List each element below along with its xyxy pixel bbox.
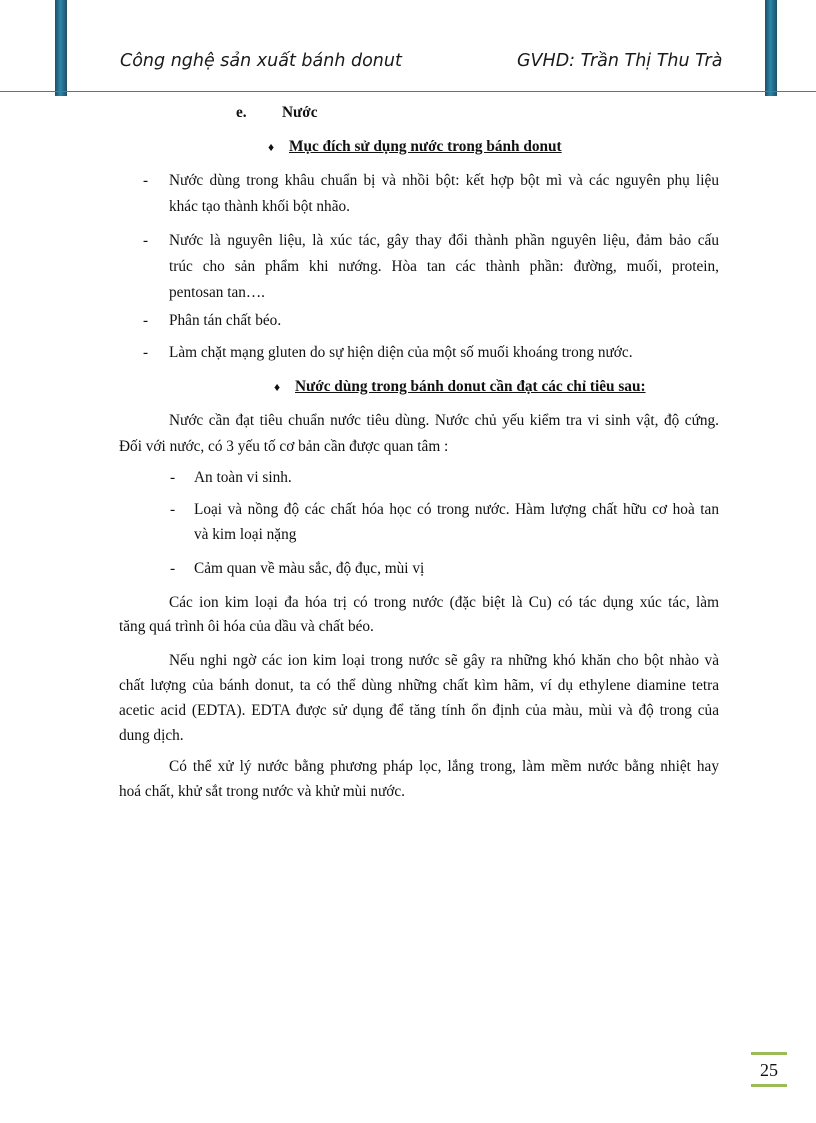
paragraph-line: dung dịch.: [119, 727, 184, 744]
paragraph-line: Có thể xử lý nước bằng phương pháp lọc, lắng trong, làm mềm nước bằng nhiệt hay: [169, 758, 719, 775]
dash-marker: -: [143, 172, 149, 189]
paragraph-line: hoá chất, khử sắt trong nước và khử mùi nước.: [119, 783, 405, 800]
paragraph-line: tăng quá trình ôi hóa của dầu và chất béo.: [119, 618, 374, 635]
header-bar-right: [765, 0, 777, 96]
list-item-line: Làm chặt mạng gluten do sự hiện diện của một số muối khoáng trong nước.: [169, 344, 633, 361]
page-number-rule-bottom: [751, 1084, 787, 1087]
list-item-line: Cảm quan về màu sắc, độ đục, mùi vị: [194, 560, 425, 577]
page-number-rule-top: [751, 1052, 787, 1055]
header-bar-left: [55, 0, 67, 96]
section-number: e.: [236, 104, 247, 121]
list-item-line: pentosan tan….: [169, 284, 266, 301]
page-number: 25: [760, 1060, 778, 1080]
purpose-heading: Mục đích sử dụng nước trong bánh donut: [289, 138, 562, 155]
header-instructor: GVHD: Trần Thị Thu Trà: [517, 51, 723, 71]
standards-heading: Nước dùng trong bánh donut cần đạt các chỉ tiêu sau:: [295, 378, 646, 395]
paragraph-line: Nếu nghi ngờ các ion kim loại trong nước sẽ gây ra những khó khăn cho bột nhào và: [169, 652, 719, 669]
list-item-line: trúc cho sản phẩm khi nướng. Hòa tan các thành phần: đường, muối, protein,: [169, 258, 719, 275]
dash-marker: -: [170, 501, 176, 518]
dash-marker: -: [143, 232, 149, 249]
dash-marker: -: [170, 560, 176, 577]
list-item-line: An toàn vi sinh.: [194, 469, 292, 486]
page-number-box: [751, 1052, 787, 1088]
paragraph-line: Các ion kim loại đa hóa trị có trong nước (đặc biệt là Cu) có tác dụng xúc tác, làm: [169, 594, 719, 611]
paragraph-line: acetic acid (EDTA). EDTA được sử dụng để tăng tính ổn định của màu, mùi và độ trong của: [119, 702, 719, 719]
dash-marker: -: [170, 469, 176, 486]
list-item-line: Loại và nồng độ các chất hóa học có trong nước. Hàm lượng chất hữu cơ hoà tan: [194, 501, 719, 518]
list-item-line: Nước dùng trong khâu chuẩn bị và nhồi bột: kết hợp bột mì và các nguyên phụ liệu: [169, 172, 719, 189]
standards-intro-line: Đối với nước, có 3 yếu tố cơ bản cần được quan tâm :: [119, 438, 449, 455]
standards-intro-line: Nước cần đạt tiêu chuẩn nước tiêu dùng. Nước chủ yếu kiểm tra vi sinh vật, độ cứng.: [169, 412, 719, 429]
diamond-bullet-icon: ♦: [268, 140, 275, 154]
list-item-line: khác tạo thành khối bột nhão.: [169, 198, 350, 215]
list-item-line: Nước là nguyên liệu, là xúc tác, gây thay đổi thành phần nguyên liệu, đảm bảo cấu: [169, 232, 719, 249]
section-title: Nước: [282, 104, 318, 121]
list-item-line: và kim loại nặng: [194, 526, 297, 543]
diamond-bullet-icon: ♦: [274, 380, 281, 394]
paragraph-line: chất lượng của bánh donut, ta có thể dùng những chất kìm hãm, ví dụ ethylene diamine tetra: [119, 677, 719, 694]
header-title: Công nghệ sản xuất bánh donut: [120, 51, 402, 71]
dash-marker: -: [143, 344, 149, 361]
list-item-line: Phân tán chất béo.: [169, 312, 282, 329]
dash-marker: -: [143, 312, 149, 329]
header-divider: [0, 91, 816, 92]
